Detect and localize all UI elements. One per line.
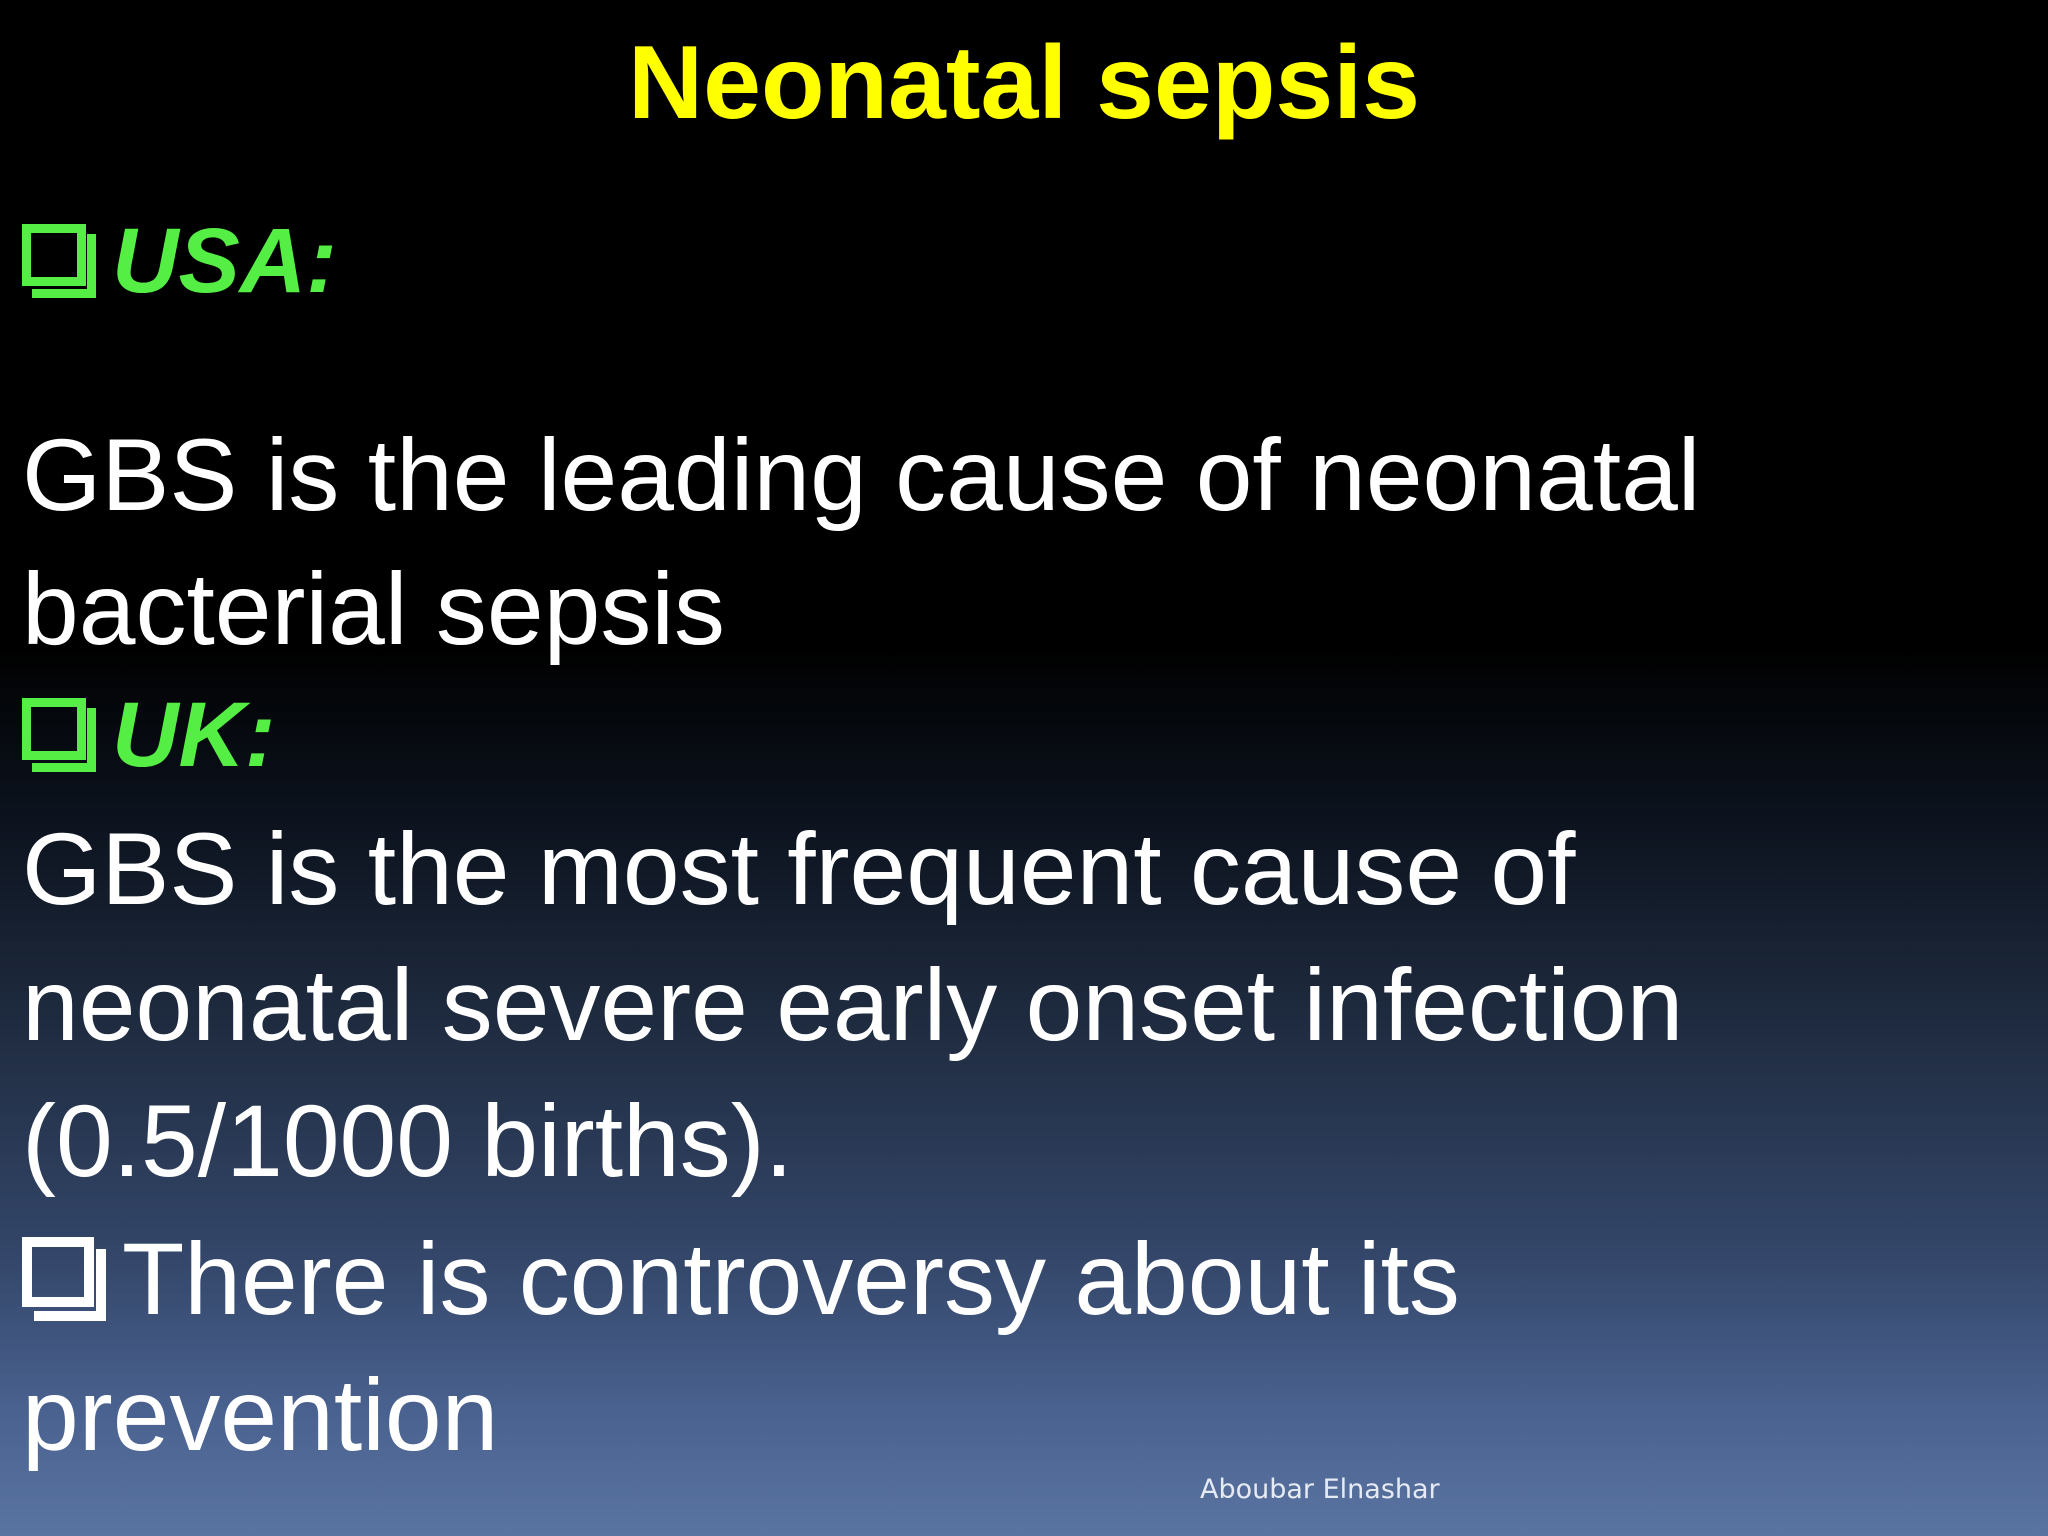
slide-title: Neonatal sepsis	[628, 25, 1420, 141]
footer-credit: Aboubar Elnashar	[1200, 1474, 1440, 1505]
section-heading-uk	[22, 680, 276, 790]
bullet-continuation: prevention	[22, 1358, 499, 1472]
section-heading-usa	[22, 206, 337, 316]
checkbox-square-icon	[22, 698, 98, 772]
section-heading-label: UK:	[112, 684, 276, 786]
checkbox-square-icon	[22, 1237, 108, 1321]
uk-text-line-2: neonatal severe early onset infection	[22, 948, 1684, 1062]
bullet-item	[22, 1214, 1460, 1344]
section-heading-label: USA:	[112, 210, 337, 312]
usa-text-line-1: GBS is the leading cause of neonatal	[22, 418, 1701, 532]
bullet-text: There is controversy about its	[122, 1222, 1460, 1336]
checkbox-square-icon	[22, 224, 98, 298]
uk-text-line-1: GBS is the most frequent cause of	[22, 812, 1576, 926]
uk-text-line-3: (0.5/1000 births).	[22, 1084, 794, 1198]
usa-text-line-2: bacterial sepsis	[22, 552, 725, 666]
